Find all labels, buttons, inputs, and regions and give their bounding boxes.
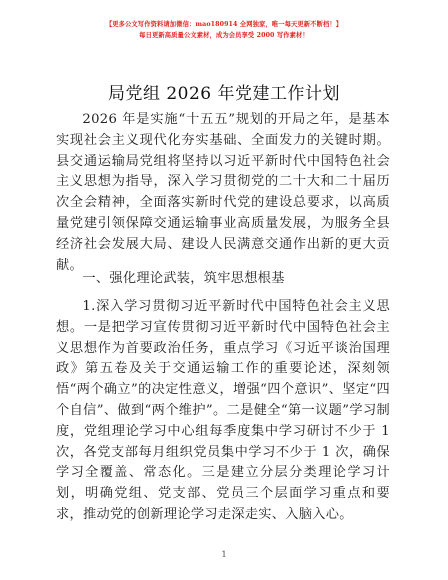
page-number: 1 [221, 550, 227, 559]
promo-banner-line-1: 【更多公文写作资料请加微信：mao180914 全网独家，唯一每天更新不断档！】 [105, 21, 343, 28]
document-title: 局党组 2026 年党建工作计划 [107, 84, 341, 104]
promo-banner-line-2: 每日更新高质量公文素材，成为会员享受 2000 写作素材！ [139, 32, 309, 39]
section-paragraph: 1.深入学习贯彻习近平新时代中国特色社会主义思想。一是把学习宣传贯彻习近平新时代中国特色社会主义思想作为首要政治任务，重点学习《习近平谈治国理政》第五卷及关于交通运输工作的重要论述，深刻领悟“两个确立”的决定性意义，增强“四个意识”、坚定“四个自信”、做到“两个维护”。二是健全“第一议题”学习制度，党组理论学习中心组每季度集中学习研讨不少于 1 次，各党支部每月组织党员集中学习不少于 1 次，确保学习全覆盖、常态化。三是建立分层分类理论学习计划，明确党组、党支部、党员三个层面学习重点和要求，推动党的创新理论学习走深走实、入脑入心。 [56, 299, 390, 522]
section-heading: 一、强化理论武装，筑牢思想根基 [82, 271, 285, 286]
intro-paragraph: 2026 年是实施“十五五”规划的开局之年，是基本实现社会主义现代化夯实基础、全面发力的关键时期。县交通运输局党组将坚持以习近平新时代中国特色社会主义思想为指导，深入学习贯彻党的二十大和二十届历次全会精神，全面落实新时代党的建设总要求，以高质量党建引领保障交通运输事业高质量发展，为服务全县经济社会发展大局、建设人民满意交通作出新的更大贡献。 [56, 112, 390, 273]
